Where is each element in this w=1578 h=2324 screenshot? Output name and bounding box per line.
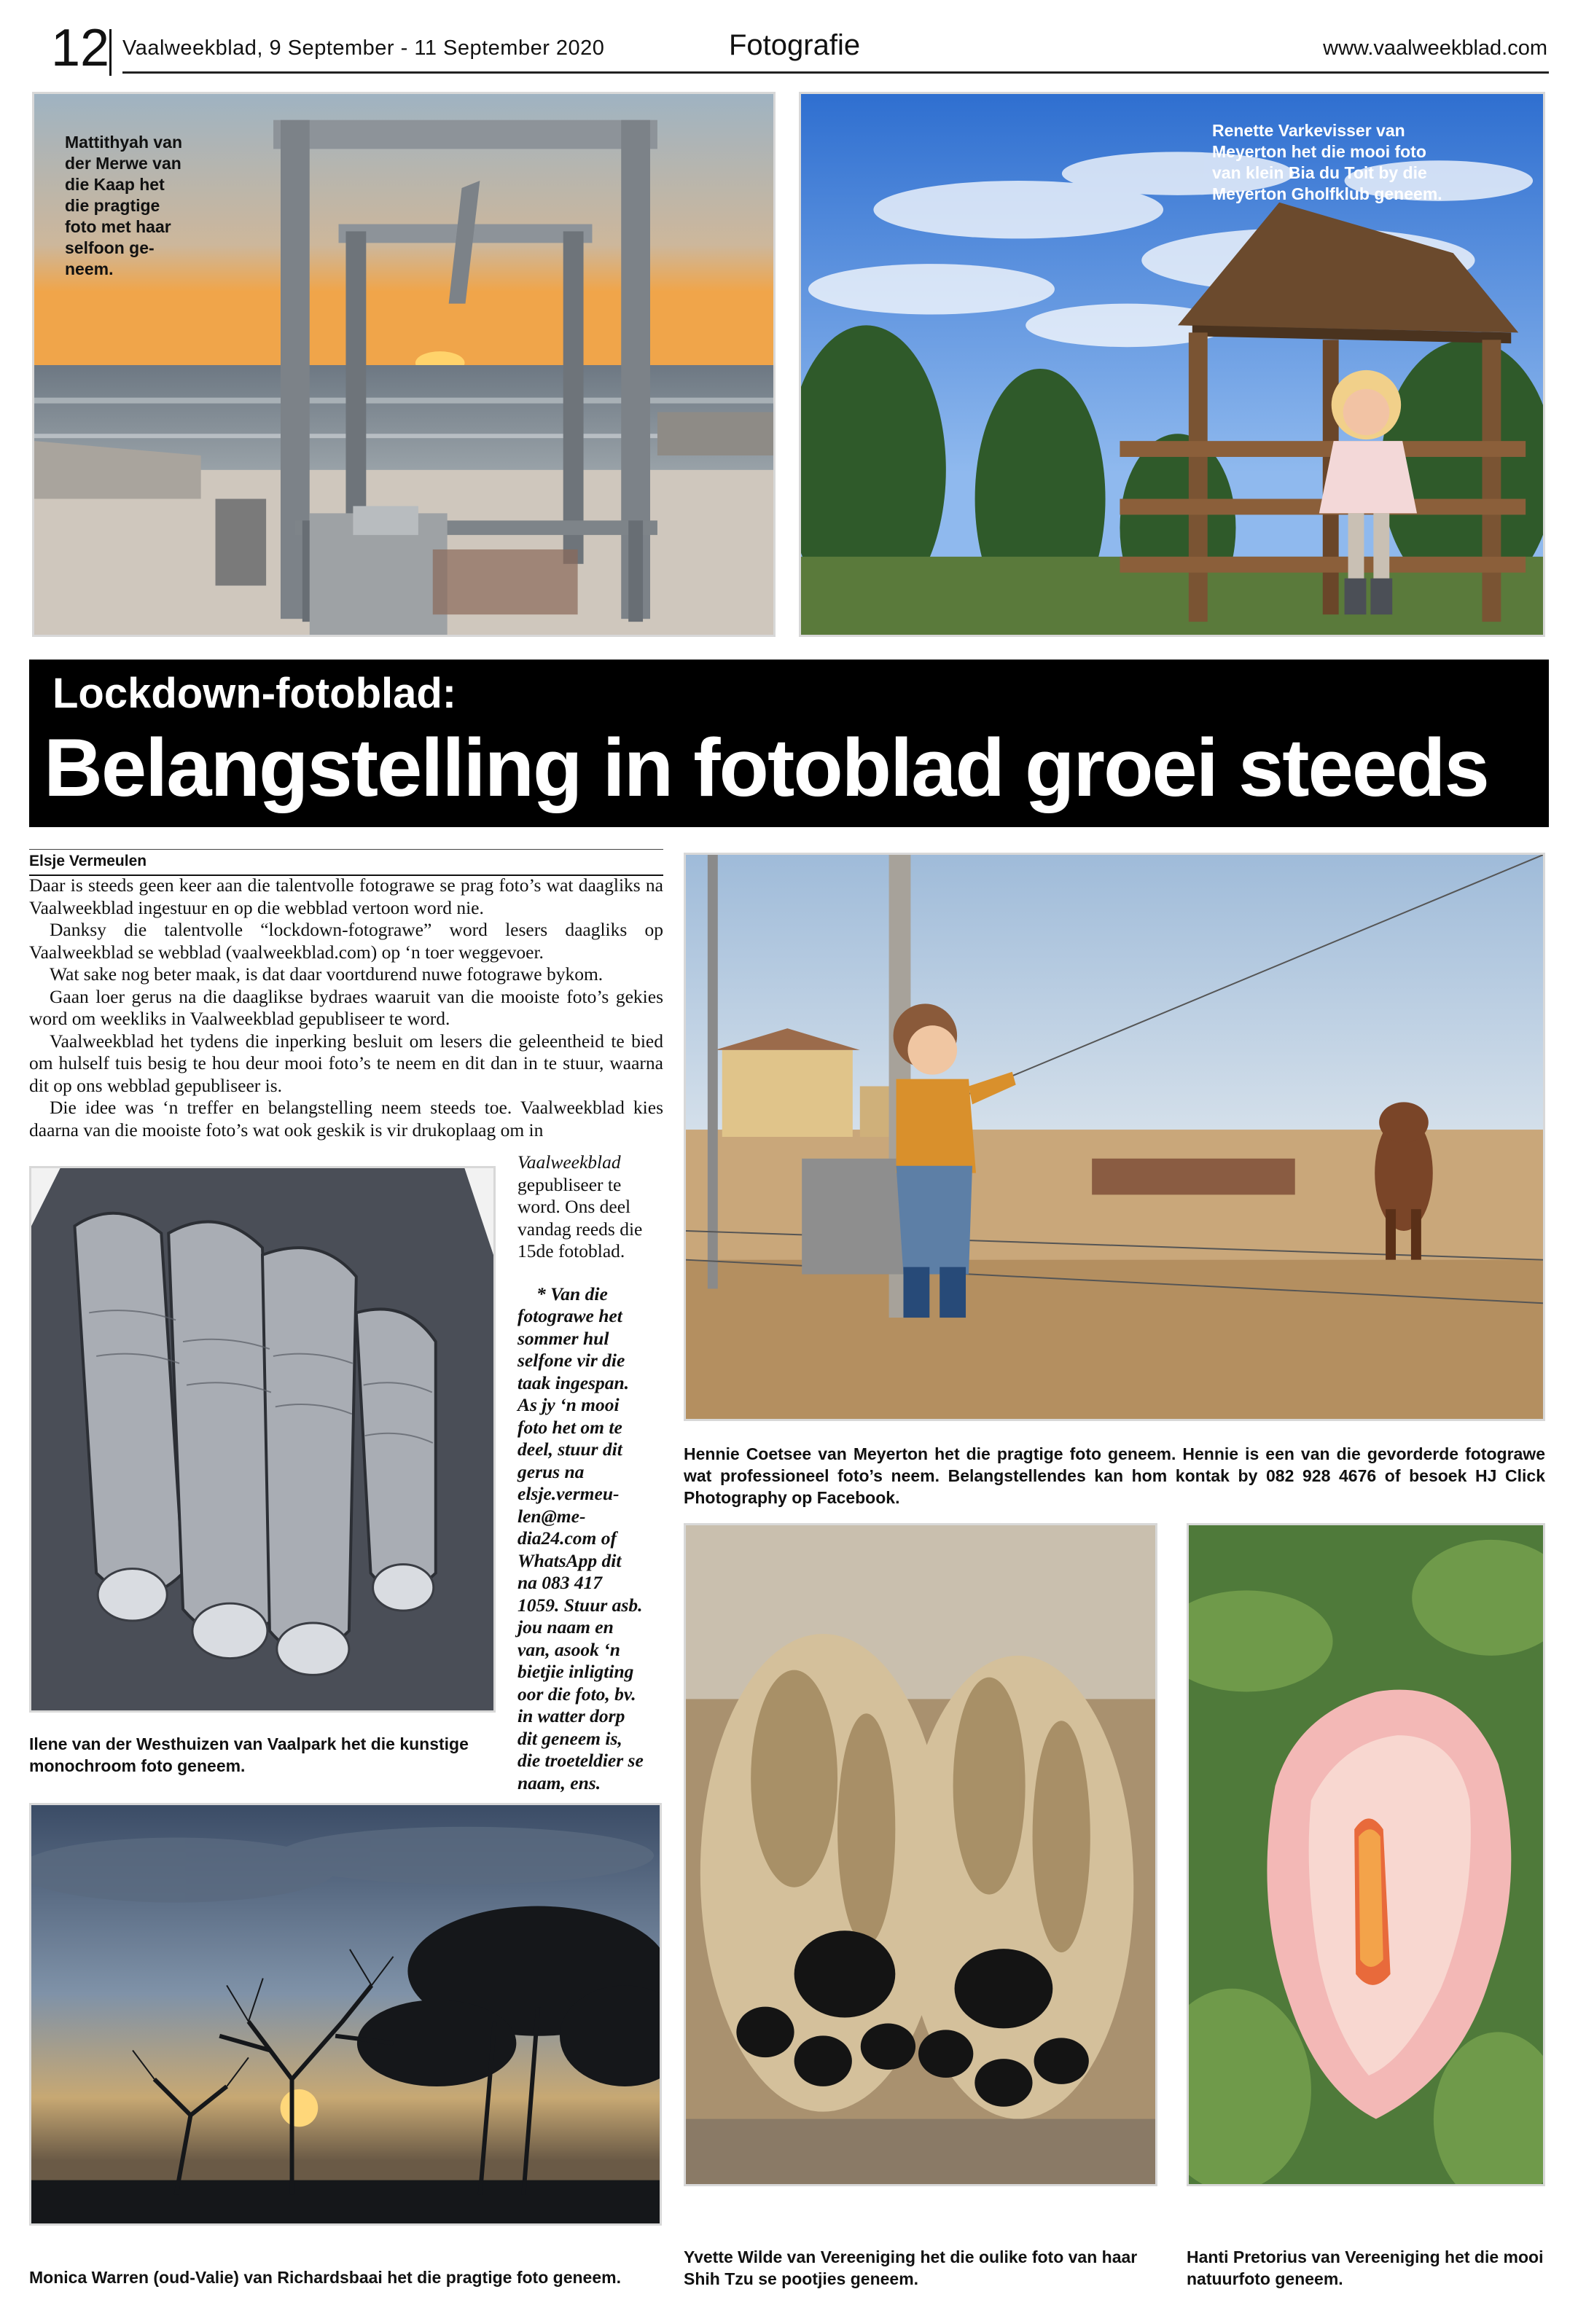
note-line: taak ingespan. bbox=[517, 1372, 630, 1393]
photo-anthurium bbox=[1187, 1523, 1545, 2186]
note-line: na 083 417 bbox=[517, 1572, 603, 1593]
section-name: Fotografie bbox=[729, 29, 861, 61]
note-line: bietjie inligting bbox=[517, 1661, 634, 1682]
note-line: selfone vir die bbox=[517, 1350, 625, 1371]
photo-playground bbox=[799, 92, 1545, 637]
article-continuation-line: 15de fotoblad. bbox=[517, 1240, 625, 1261]
note-line: foto het om te bbox=[517, 1416, 622, 1438]
note-line: As jy ‘n mooi bbox=[517, 1394, 620, 1415]
article-paragraph: Gaan loer gerus na die daaglikse bydraes waaruit van die mooiste foto’s gekies word om weekliks in Vaalweekblad gepubliseer te word. bbox=[29, 985, 663, 1029]
photo-caption: Yvette Wilde van Vereeniging het die oulike foto van haar Shih Tzu se pootjies geneem. bbox=[684, 2247, 1138, 2288]
article-continuation-line: word. Ons deel bbox=[517, 1196, 631, 1217]
article-body bbox=[29, 875, 663, 1141]
photo-caption: Monica Warren (oud-Valie) van Richardsbaai het die pragtige foto geneem. bbox=[29, 2268, 621, 2287]
paper-name-date: Vaalweekblad, 9 September - 11 September 2020 bbox=[122, 36, 605, 60]
note-line: gerus na bbox=[517, 1460, 585, 1482]
note-line: fotograwe het bbox=[517, 1305, 622, 1326]
headline-kicker: Lockdown-fotoblad: bbox=[52, 670, 457, 717]
article-paragraph: Daar is steeds geen keer aan die talentvolle fotograwe se prag foto’s wat daagliks na Vaalweekblad ingestuur en op die webblad vertoon word nie. bbox=[29, 875, 663, 918]
photo-sunset-frame bbox=[32, 92, 776, 637]
photo-caption-overlay: Mattithyah van der Merwe van die Kaap het die pragtige foto met haar selfoon ge- neem. bbox=[65, 133, 183, 278]
article-paragraph: Wat sake nog beter maak, is dat daar voortdurend nuwe fotograwe bykom. bbox=[50, 963, 604, 985]
headline-title: Belangstelling in fotoblad groei steeds bbox=[44, 722, 1488, 813]
note-line: van, asook ‘n bbox=[517, 1638, 620, 1660]
note-line: deel, stuur dit bbox=[517, 1439, 622, 1460]
photo-boy-calf bbox=[684, 853, 1545, 1421]
photo-caption-overlay: Renette Varkevisser van Meyerton het die mooi foto van klein Bia du Toit by die Meyerton Gholfklub geneem. bbox=[1212, 121, 1442, 203]
masthead-rule bbox=[122, 71, 1549, 74]
masthead-divider bbox=[109, 29, 112, 76]
photo-dog-paws bbox=[684, 1523, 1157, 2186]
article-paragraph: Vaalweekblad het tydens die inperking besluit om lesers die geleentheid te bied om hulself tuis besig te hou deur mooi foto’s te neem en dit dan in te stuur, waarna dit op ons webblad gepubliseer is. bbox=[29, 1030, 663, 1096]
website-link[interactable]: www.vaalweekblad.com bbox=[1323, 36, 1547, 60]
photo-hand-monochrome bbox=[29, 1166, 496, 1713]
note-line: naam, ens. bbox=[517, 1772, 601, 1793]
article-continuation-line: Vaalweekblad bbox=[517, 1151, 621, 1173]
photo-caption: Ilene van der Westhuizen van Vaalpark het die kunstige monochroom foto geneem. bbox=[29, 1734, 469, 1775]
article-byline: Elsje Vermeulen bbox=[29, 849, 663, 876]
note-line: jou naam en bbox=[517, 1616, 614, 1638]
submission-note-body bbox=[517, 1305, 663, 1794]
note-line: WhatsApp dit bbox=[517, 1549, 622, 1571]
note-line: dit geneem is, bbox=[517, 1727, 622, 1749]
article-continuation-line: vandag reeds die bbox=[517, 1218, 643, 1240]
note-line: * Van die bbox=[536, 1283, 608, 1304]
note-line: die troeteldier se bbox=[517, 1750, 644, 1771]
page-number: 12 bbox=[51, 19, 110, 77]
note-line: dia24.com of bbox=[517, 1527, 617, 1549]
article-continuation-line: gepubliseer te bbox=[517, 1173, 622, 1195]
article-side-column bbox=[517, 1151, 663, 1794]
note-line: oor die foto, bv. bbox=[517, 1683, 636, 1705]
note-line: sommer hul bbox=[517, 1327, 609, 1349]
submission-note bbox=[517, 1283, 663, 1306]
note-line: elsje.vermeu- bbox=[517, 1483, 620, 1504]
note-line: in watter dorp bbox=[517, 1705, 625, 1726]
note-line: 1059. Stuur asb. bbox=[517, 1594, 643, 1616]
note-line: len@me- bbox=[517, 1505, 586, 1527]
article-paragraph: Die idee was ‘n treffer en belangstelling neem steeds toe. Vaalweekblad kies daarna van die mooiste foto’s wat ook geskik is vir drukoplaag om in bbox=[29, 1097, 663, 1141]
photo-caption: Hanti Pretorius van Vereeniging het die mooi natuurfoto geneem. bbox=[1187, 2247, 1544, 2288]
photo-caption: Hennie Coetsee van Meyerton het die pragtige foto geneem. Hennie is een van die gevorderde fotograwe wat professioneel foto’s neem. Belangstellendes kan hom kontak by 082 928 4676 of besoek HJ Click Photography op Facebook. bbox=[684, 1444, 1545, 1507]
article-paragraph: Danksy die talentvolle “lockdown-fotograwe” word lesers daagliks op Vaalweekblad se webblad (vaalweekblad.com) op ‘n toer weggevoer. bbox=[29, 919, 663, 963]
photo-tree-sunset bbox=[29, 1803, 662, 2226]
